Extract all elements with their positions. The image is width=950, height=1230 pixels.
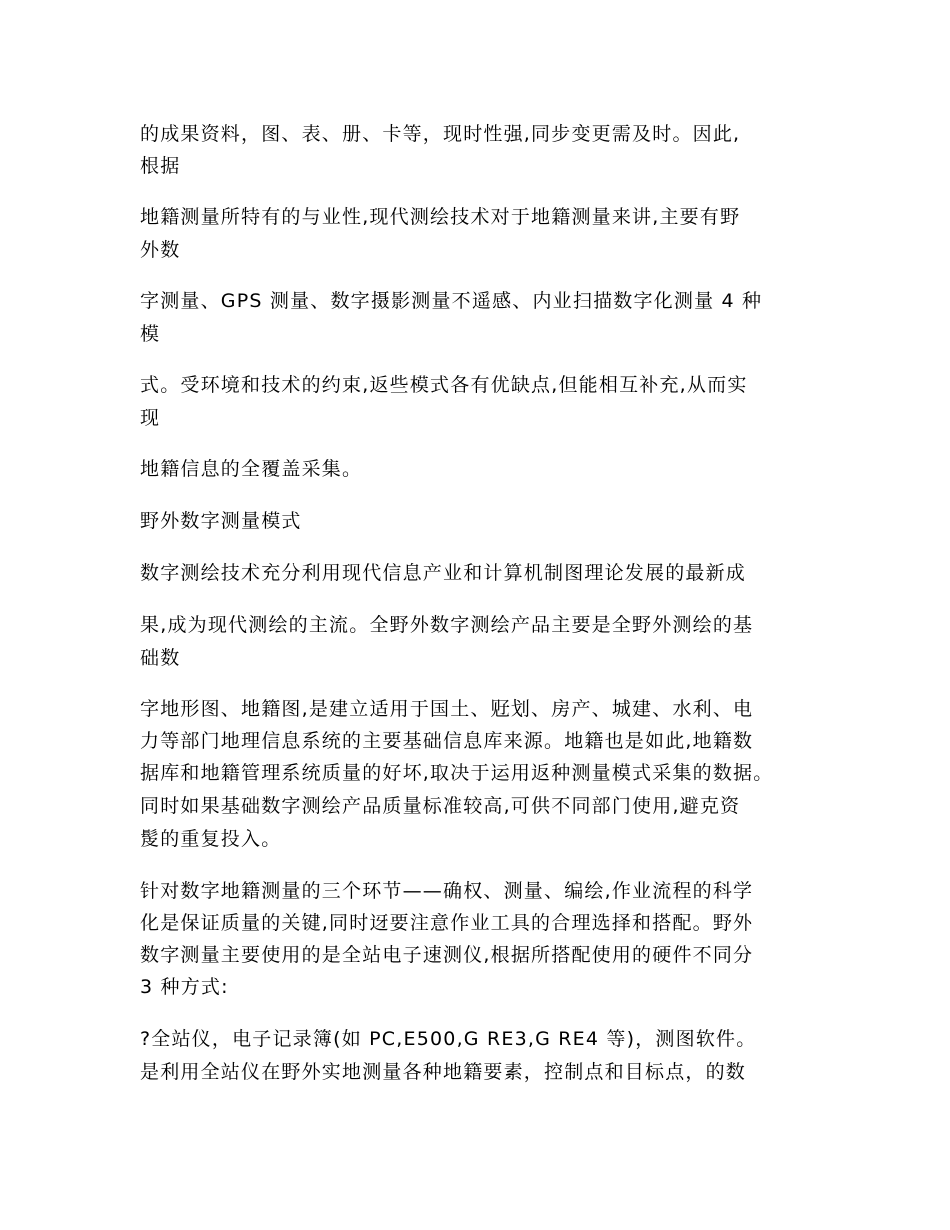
text-line: 的成果资料，图、表、册、卡等，现时性强,同步变更需及时。因此, xyxy=(140,123,741,145)
text-line: 化是保证质量的关键,同时迓要注意作业工具的合理选择和搭配。野外 xyxy=(140,912,754,934)
text-line: 果,成为现代测绘的主流。全野外数字测绘产品主要是全野外测绘的基 xyxy=(140,614,754,636)
text-line: 字测量、GPS 测量、数字摄影测量不遥感、内业扫描数字化测量 4 种 xyxy=(140,290,763,312)
text-line: 式。受环境和技术的约束,返些模式各有优缺点,但能相互补充,从而实 xyxy=(140,374,748,396)
text-line: 是利用全站仪在野外实地测量各种地籍要素，控制点和目标点，的数 xyxy=(140,1061,747,1083)
text-line: ?全站仪，电子记录簿(如 PC,E500,G RE3,G RE4 等)，测图软件。 xyxy=(140,1028,757,1050)
text-line: 模 xyxy=(140,323,161,345)
text-line: 地籍测量所特有的与业性,现代测绘技术对于地籍测量来讲,主要有野 xyxy=(140,206,741,228)
text-line: 外数 xyxy=(140,239,181,261)
text-line: 础数 xyxy=(140,647,181,669)
text-line: 地籍信息的全覆盖采集。 xyxy=(140,458,363,480)
text-line: 数字测绘技术充分利用现代信息产业和计算机制图理论发展的最新成 xyxy=(140,562,747,584)
text-line: 据库和地籍管理系统质量的好坏,取决于运用返种测量模式采集的数据。 xyxy=(140,762,774,784)
text-line: 髲的重复投入。 xyxy=(140,828,282,850)
text-line: 力等部门地理信息系统的主要基础信息库来源。地籍也是如此,地籍数 xyxy=(140,730,754,752)
text-line: 数字测量主要使用的是全站电子速测仪,根据所搭配使用的硬件不同分 xyxy=(140,944,754,966)
text-line: 字地形图、地籍图,是建立适用于国土、觃划、房产、城建、水利、电 xyxy=(140,698,754,720)
text-line: 针对数字地籍测量的三个环节——确权、测量、编绘,作业流程的科学 xyxy=(140,880,754,902)
section-heading: 野外数字测量模式 xyxy=(140,510,302,532)
text-line: 现 xyxy=(140,407,161,429)
text-line: 3 种方式: xyxy=(140,976,229,998)
text-line: 根据 xyxy=(140,155,181,177)
text-line: 同时如果基础数字测绘产品质量标准较高,可供不同部门使用,避克资 xyxy=(140,795,741,817)
